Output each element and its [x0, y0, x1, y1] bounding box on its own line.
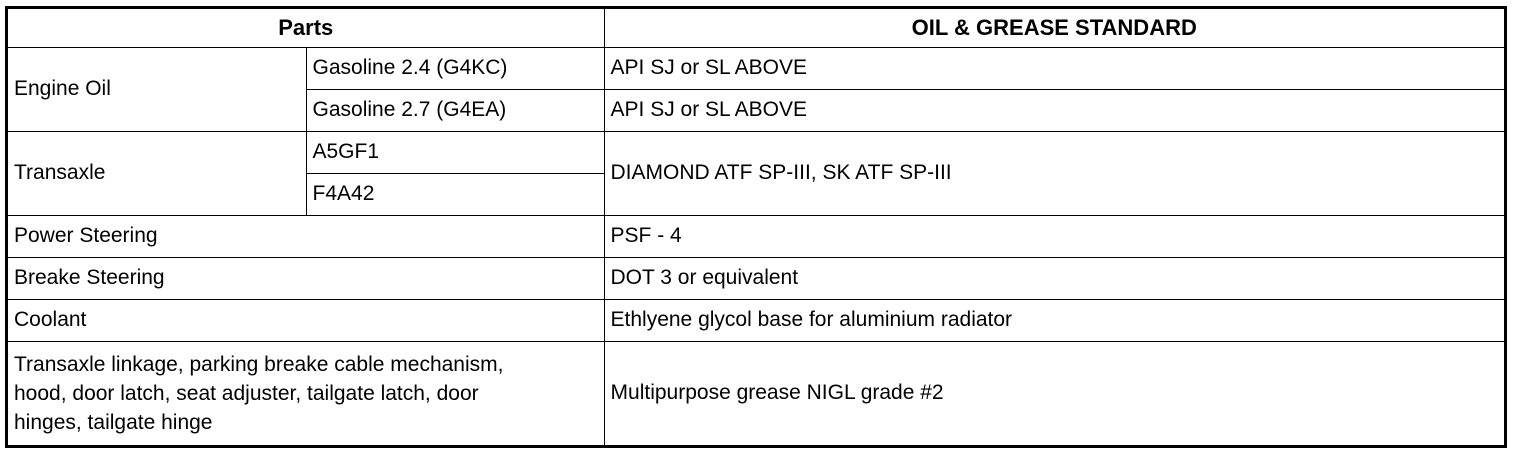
- table-row: [8, 131, 1504, 173]
- transaxle-standard: DIAMOND ATF SP-III, SK ATF SP-III: [604, 131, 1504, 215]
- table-row: [8, 47, 1504, 89]
- engine-oil-sub-2: Gasoline 2.7 (G4EA): [306, 89, 604, 131]
- engine-oil-cell: Engine Oil: [8, 47, 306, 131]
- coolant-cell: Coolant: [8, 299, 604, 341]
- table-header-row: [8, 9, 1504, 47]
- linkage-cell: [8, 341, 604, 445]
- oil-grease-table: [8, 9, 1504, 445]
- engine-oil-sub-1: Gasoline 2.4 (G4KC): [306, 47, 604, 89]
- parts-header: Parts: [8, 9, 604, 47]
- linkage-line-1: Transaxle linkage, parking breake cable mechanism,: [14, 352, 504, 376]
- table-row: [8, 299, 1504, 341]
- power-steering-standard: PSF - 4: [604, 215, 1504, 257]
- table-row: [8, 341, 1504, 445]
- standard-header: OIL & GREASE STANDARD: [604, 9, 1504, 47]
- brake-cell: Breake Steering: [8, 257, 604, 299]
- brake-standard: DOT 3 or equivalent: [604, 257, 1504, 299]
- power-steering-cell: Power Steering: [8, 215, 604, 257]
- transaxle-sub-1: A5GF1: [306, 131, 604, 173]
- engine-oil-standard-1: API SJ or SL ABOVE: [604, 47, 1504, 89]
- table-row: [8, 257, 1504, 299]
- oil-grease-table-frame: [5, 6, 1507, 448]
- table-row: [8, 215, 1504, 257]
- transaxle-sub-2: F4A42: [306, 173, 604, 215]
- linkage-standard: Multipurpose grease NIGL grade #2: [604, 341, 1504, 445]
- linkage-line-3: hinges, tailgate hinge: [14, 410, 213, 434]
- linkage-line-2: hood, door latch, seat adjuster, tailgate latch, door: [14, 381, 479, 405]
- coolant-standard: Ethlyene glycol base for aluminium radiator: [604, 299, 1504, 341]
- transaxle-cell: Transaxle: [8, 131, 306, 215]
- engine-oil-standard-2: API SJ or SL ABOVE: [604, 89, 1504, 131]
